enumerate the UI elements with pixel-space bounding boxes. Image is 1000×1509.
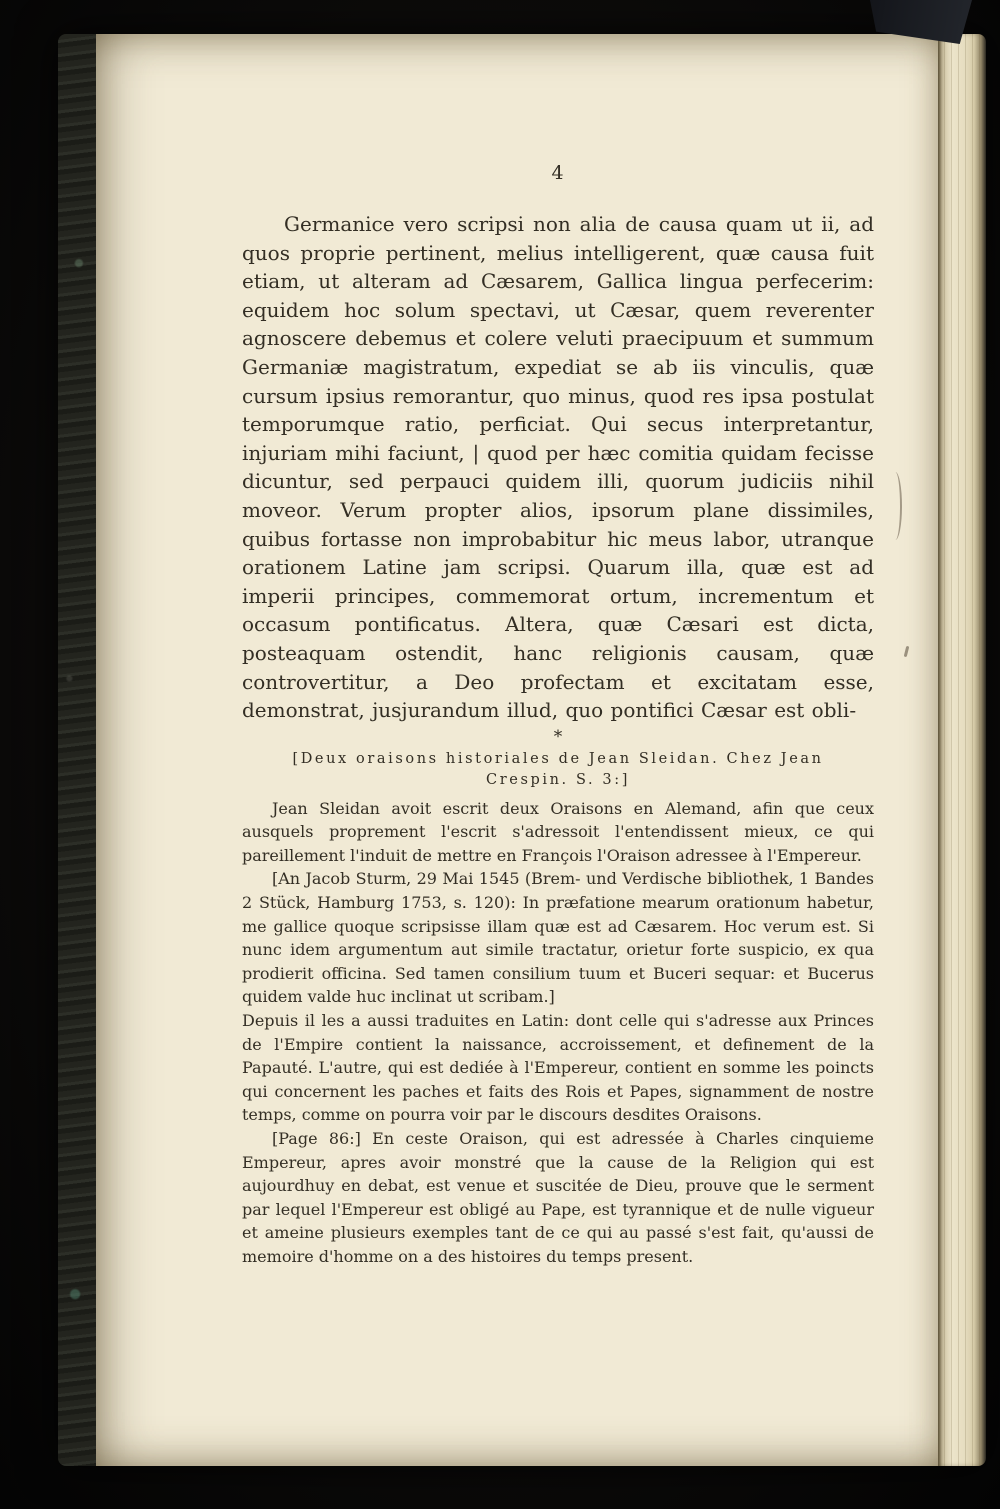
open-book — [58, 34, 986, 1466]
footnote-heading-line2: Crespin. S. 3:] — [486, 772, 630, 789]
book-spine — [58, 34, 96, 1466]
adjacent-page-edge — [938, 34, 986, 1466]
footnote-paragraph: Jean Sleidan avoit escrit deux Oraisons en Alemand, afin que ceux ausquels proprement l'escrit s'adressoit l'entendissent mieux, ce qui pareillement l'induit de mettre en François l'Oraison adressee à l'Empereur. — [242, 798, 874, 865]
footnote-separator: * — [553, 726, 563, 747]
footnote-heading-line1: [Deux oraisons historiales de Jean Sleidan. Chez Jean — [292, 750, 824, 767]
page-number: 4 — [551, 162, 565, 184]
book-page — [96, 34, 938, 1466]
footnote-paragraph: [Page 86:] En ceste Oraison, qui est adressée à Charles cinquieme Empereur, apres avoir monstré que la cause de la Religion qui est aujourdhuy en debat, est venue et suscitée de Dieu, prouve que le serment par lequel l'Empereur est obligé au Pape, est tyrannique et de nulle vigueur et ameine plusieurs exemples tant de ce qui au passé s'est fait, qu'aussi de memoire d'homme on a des histoires du temps present. — [242, 1129, 874, 1266]
scan-artifact-mark — [891, 472, 902, 540]
scan-artifact-mark — [904, 646, 910, 657]
main-paragraph: Germanice vero scripsi non alia de causa quam ut ii, ad quos proprie pertinent, melius intelligerent, quæ causa fuit etiam, ut alteram ad Cæsarem, Gallica lingua perfecerim: equidem hoc solum spectavi, ut Cæsar, quem reverenter agnoscere debemus et colere veluti praecipuum et summum Germaniæ magistratum, expediat se ab iis vinculis, quæ cursum ipsius remorantur, quo minus, quod res ipsa postulat temporumque ratio, perficiat. Qui secus interpretantur, injuriam mihi faciunt, | quod per hæc comitia quidam fecisse dicuntur, sed perpauci quidem illi, quorum judiciis nihil moveor. Verum propter alios, ipsorum plane dissimiles, quibus fortasse non improbabitur hic meus labor, utranque orationem Latine jam scripsi. Quarum illa, quæ est ad imperii principes, commemorat ortum, incrementum et occasum pontificatus. Altera, quæ Cæsari est dicta, posteaquam ostendit, hanc religionis causam, quæ controvertitur, a Deo profectam et excitatam esse, demonstrat, jusjurandum illud, quo pontifici Cæsar est obli- — [242, 212, 874, 723]
footnote-heading — [242, 749, 874, 792]
footnote-paragraph: [An Jacob Sturm, 29 Mai 1545 (Brem- und Verdische bibliothek, 1 Bandes 2 Stück, Hamburg 1753, s. 120): In præfatione mearum orationum habetur, me gallice quoque scripsisse illam quæ est ad Cæsarem. Hoc verum est. Si nunc idem argumentum aut simile tractatur, orietur forte suspicio, ex qua prodierit officina. Sed tamen consilium tuum et Buceri sequar: et Bucerus quidem valde huc inclinat ut scribam.] — [242, 869, 874, 1007]
footnote-paragraph: Depuis il les a aussi traduites en Latin: dont celle qui s'adresse aux Princes de l'Empire contient la naissance, accroissement, et definement de la Papauté. L'autre, qui est dediée à l'Empereur, contient en somme les poincts qui concernent les paches et faits des Rois et Papes, signamment de nostre temps, comme on pourra voir par le discours desdites Oraisons. — [242, 1011, 874, 1125]
